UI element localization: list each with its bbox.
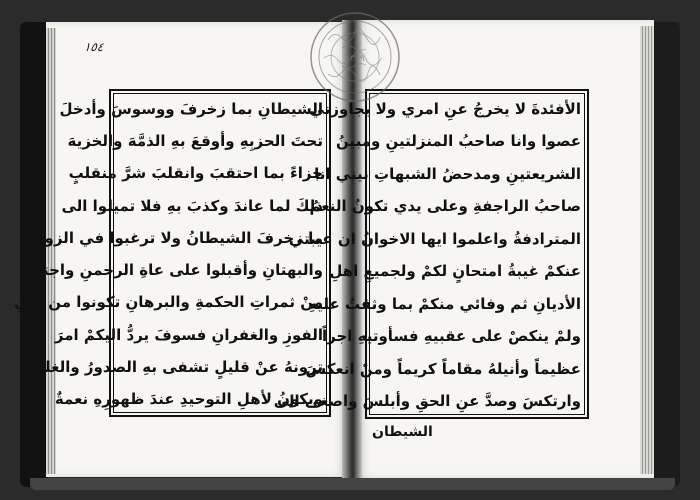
- left-text-frame: [14, 89, 331, 417]
- text-line: صاحبُ الراجفةِ وعلى يدي تكونُ النعمُ: [309, 197, 581, 216]
- seal-inscription: ۱۳۴۹: [345, 54, 365, 64]
- text-line: منْ ثمراتِ الحكمةِ والبرهانِ تكونوا من أهلِ: [14, 293, 323, 312]
- text-line: الفوزِ والغفرانِ فسوفَ يردُّ اليكمْ امرَ: [54, 325, 323, 344]
- text-line: ولمْ ينكصْ على عقبيهِ فسأوتيهِ اجراً: [321, 327, 581, 346]
- text-line: المترادفةُ واعلموا ايها الاخوانُ ان غيبتي: [288, 229, 581, 248]
- text-line: تحتَ الحزبِهِ وأوقعَ بهِ الذمَّهَ والخزيهَ: [67, 132, 323, 151]
- binding-bottom: [30, 478, 675, 490]
- text-line: ذلكَ لما عاندَ وكذبَ بهِ فلا تميلوا الى: [61, 196, 323, 215]
- text-line: وارتكسَ وصدَّ عنِ الحقِ وأبلسَ واصغى الى: [273, 391, 581, 410]
- text-line: عصوا وانا صاحبُ المنزلتينِ ومبينُ: [335, 132, 581, 151]
- right-text-frame: [273, 89, 589, 419]
- binding-left: [20, 22, 48, 487]
- right-text-block: [273, 95, 581, 415]
- binding-right: [654, 22, 680, 487]
- text-line: ما زخرفَ الشيطانُ ولا ترغبوا في الزورِ: [35, 228, 323, 247]
- text-line: ترونهُ عنْ قليلٍ تشفى بهِ الصدورُ والغليلُ: [25, 357, 323, 376]
- left-text-block: [14, 95, 323, 413]
- text-line: الشريعتينِ ومدحضُ الشبهاتِ بيني انا: [314, 164, 581, 183]
- library-seal-stamp: [308, 10, 402, 104]
- text-line: والبهتانِ وأقبلوا على عاةِ الرحمنِ واجتنوا: [22, 261, 323, 280]
- text-line: الأفئدةَ لا يخرجُ عنِ امري ولا يجاوزني: [309, 100, 581, 118]
- catchword: الشيطان: [372, 424, 433, 440]
- text-line: عظيماً وأنيلهُ مقاماً كريماً ومنْ انعكسَ: [305, 359, 581, 378]
- text-line: ويكونُ لأهلِ التوحيدِ عندَ ظهورِهِ نعمةٌ: [54, 389, 323, 408]
- folio-number: ١٥٤: [83, 40, 105, 54]
- text-line: الشيطانِ بما زخرفَ ووسوسَ وأدخلَ: [59, 100, 323, 118]
- text-line: الأديانِ ثم وفائي منكمْ بما وثقتُ عليهِ: [308, 294, 581, 313]
- text-line: عنكمْ غيبةُ امتحانٍ لكمْ ولجميعِ اهلِ: [329, 262, 581, 281]
- text-line: جزاءً بما احتقبَ وانقلبَ شرَّ منقلبٍ: [68, 164, 323, 183]
- right-fore-edge: [640, 26, 654, 474]
